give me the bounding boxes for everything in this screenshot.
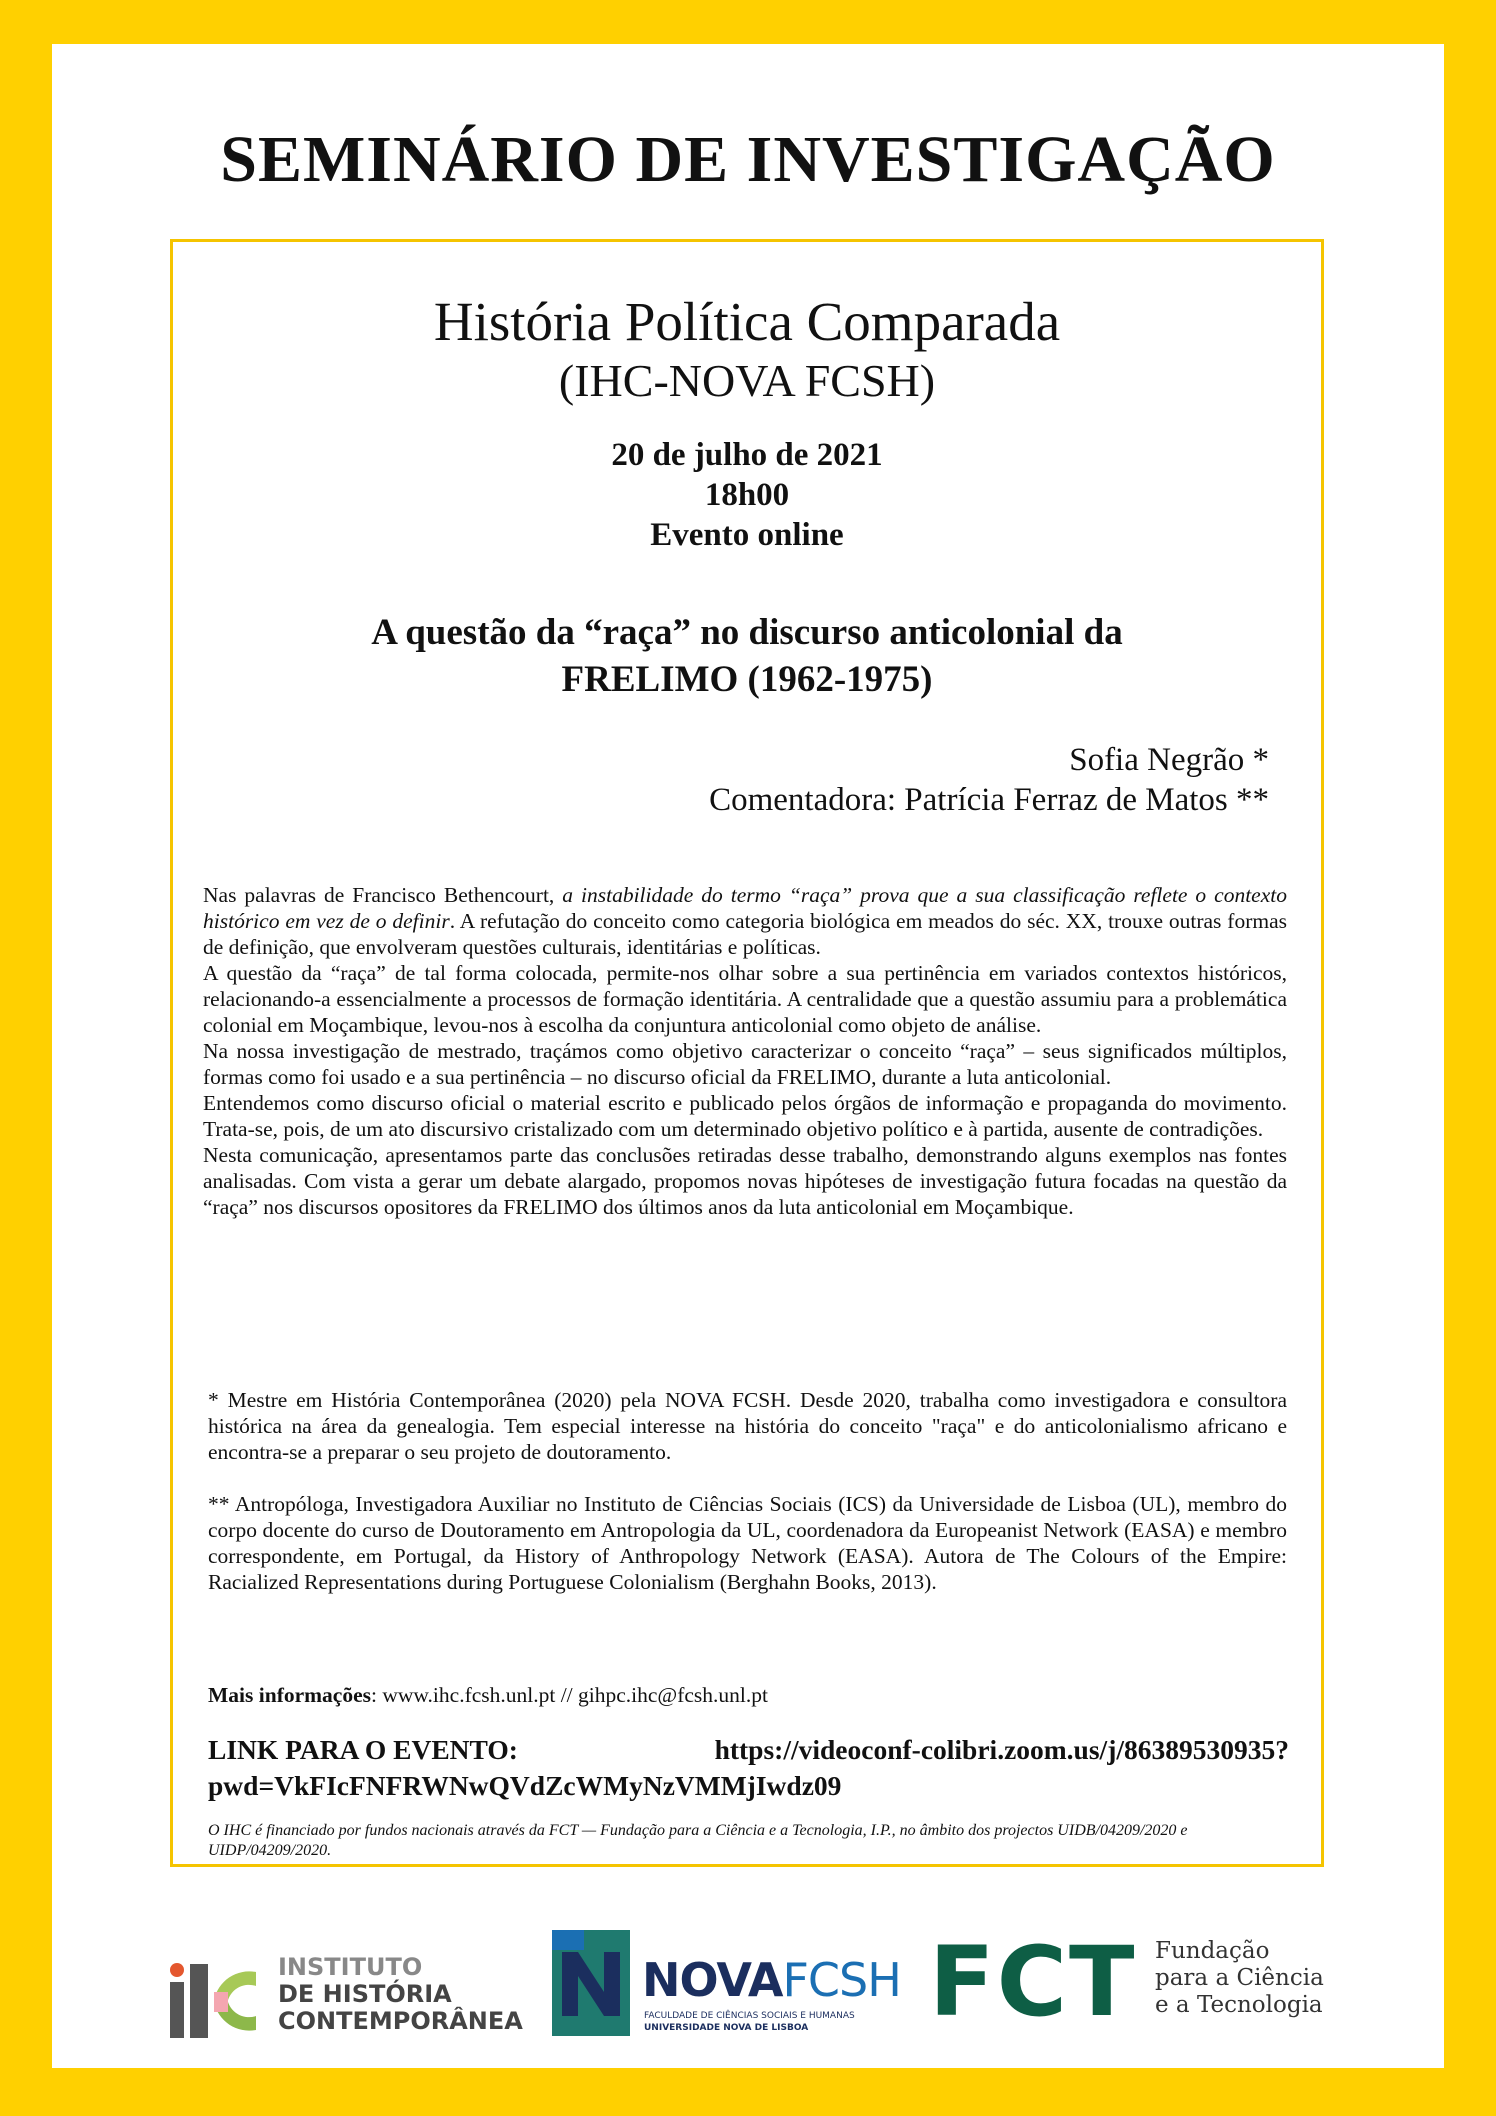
abstract-text: . A refutação do conceito como categoria biológica em meados do séc. XX, trouxe outras formas de definição, que envolveram questões culturais, identitárias e políticas.: [203, 909, 1287, 959]
event-time: 18h00: [704, 477, 790, 513]
abstract-text: Nas palavras de Francisco Bethencourt,: [203, 883, 563, 907]
logo-strip: [52, 1924, 1444, 2054]
fct-wordmark: FCT: [929, 1926, 1137, 2038]
ihc-line2: DE HISTÓRIA: [278, 1980, 452, 2008]
nova-word-bold: NOVA: [642, 1953, 783, 2007]
abstract: [203, 882, 1287, 1220]
fct-logo: [929, 1926, 1399, 2038]
ihc-wordmark: [278, 1954, 523, 2035]
nova-university: UNIVERSIDADE NOVA DE LISBOA: [644, 2023, 809, 2033]
event-date: 20 de julho de 2021: [611, 437, 883, 473]
nova-wordmark: [642, 1954, 901, 2006]
abstract-paragraph: A questão da “raça” de tal forma colocada, permite-nos olhar sobre a sua pertinência em variados contextos históricos, relacionando-a essencialmente a processos de formação identitária. A centralidade que a questão assumiu para a problemática colonial em Moçambique, levou-nos à escolha da conjuntura anticolonial como objeto de análise.: [203, 961, 1287, 1037]
nova-n-icon: [552, 1930, 630, 2036]
ihc-logo: [168, 1954, 568, 2044]
event-meta: [173, 435, 1321, 555]
abstract-paragraph: Nesta comunicação, apresentamos parte das conclusões retiradas desse trabalho, demonstrando alguns exemplos nas fontes analisadas. Com vista a gerar um debate alargado, propomos novas hipóteses de investigação futura focadas na questão da “raça” nos discursos opositores da FRELIMO dos últimos anos da luta anticolonial em Moçambique.: [203, 1143, 1287, 1219]
more-info-links[interactable]: : www.ihc.fcsh.unl.pt // gihpc.ihc@fcsh.unl.pt: [371, 1683, 768, 1707]
abstract-paragraph: Na nossa investigação de mestrado, traçámos como objetivo caracterizar o conceito “raça” – seus significados múltiplos, formas como foi usado e a sua pertinência – no discurso oficial da FRELIMO, durante a luta anticolonial.: [203, 1039, 1287, 1089]
poster: [52, 44, 1444, 2068]
more-info-label: Mais informações: [208, 1683, 372, 1707]
bio-notes: [208, 1387, 1287, 1621]
fct-fullname: Fundação para a Ciência e a Tecnologia: [1155, 1938, 1324, 2018]
series-title: História Política Comparada: [433, 291, 1061, 352]
ihc-mark-icon: [168, 1962, 258, 2040]
nova-fcsh-logo: [552, 1930, 912, 2040]
discussant-name: Comentadora: Patrícia Ferraz de Matos **: [709, 782, 1269, 818]
event-format: Evento online: [650, 517, 844, 553]
event-link-url[interactable]: https://videoconf-colibri.zoom.us/j/86389530935?: [714, 1734, 1289, 1765]
event-link-url-cont[interactable]: pwd=VkFIcFNFRWNwQVdZcWMyNzVMMjIwdz09: [208, 1770, 842, 1801]
speaker-name: Sofia Negrão *: [1069, 742, 1269, 778]
talk-title-line1: A questão da “raça” no discurso anticolonial da: [371, 612, 1123, 653]
funding-note: O IHC é financiado por fundos nacionais através da FCT — Fundação para a Ciência e a Tecnologia, I.P., no âmbito dos projectos UIDB/04209/2020 e UIDP/04209/2020.: [208, 1822, 1188, 1859]
nova-faculty: FACULDADE DE CIÊNCIAS SOCIAIS E HUMANAS: [644, 2011, 855, 2021]
event-link-row: [208, 1732, 1289, 1768]
abstract-quote: a instabilidade do termo “raça” prova que a sua classificação reflete o contexto histórico em vez de o definir: [203, 883, 1287, 933]
ihc-line3: CONTEMPORÂNEA: [278, 2007, 523, 2035]
page-title: SEMINÁRIO DE INVESTIGAÇÃO: [220, 123, 1276, 196]
content-box: [170, 239, 1324, 1867]
event-link: [208, 1732, 1289, 1804]
nova-word-light: FCSH: [782, 1953, 901, 2007]
event-link-label: LINK PARA O EVENTO:: [208, 1734, 518, 1765]
talk-title: [283, 609, 1211, 703]
ihc-line1: INSTITUTO: [278, 1953, 423, 1981]
more-info: [208, 1683, 1291, 1708]
speakers: [709, 740, 1269, 820]
abstract-paragraph: [203, 882, 1287, 960]
talk-title-line2: FRELIMO (1962-1975): [561, 659, 933, 700]
abstract-paragraph: Entendemos como discurso oficial o material escrito e publicado pelos órgãos de informação e propaganda do movimento. Trata-se, pois, de um ato discursivo cristalizado com um determinado objetivo político e à partida, ausente de contradições.: [203, 1091, 1287, 1141]
speaker-bio: * Mestre em História Contemporânea (2020) pela NOVA FCSH. Desde 2020, trabalha como investigadora e consultora histórica na área da genealogia. Tem especial interesse na história do conceito "raça" e do anticolonialismo africano e encontra-se a preparar o seu projeto de doutoramento.: [208, 1388, 1287, 1464]
discussant-bio: ** Antropóloga, Investigadora Auxiliar no Instituto de Ciências Sociais (ICS) da Universidade de Lisboa (UL), membro do corpo docente do curso de Doutoramento em Antropologia da UL, coordenadora da Europeanist Network (EASA) e membro correspondente, em Portugal, da History of Anthropology Network (EASA). Autora de The Colours of the Empire: Racialized Representations during Portuguese Colonialism (Berghahn Books, 2013).: [208, 1492, 1287, 1594]
series-org: (IHC-NOVA FCSH): [558, 355, 936, 406]
